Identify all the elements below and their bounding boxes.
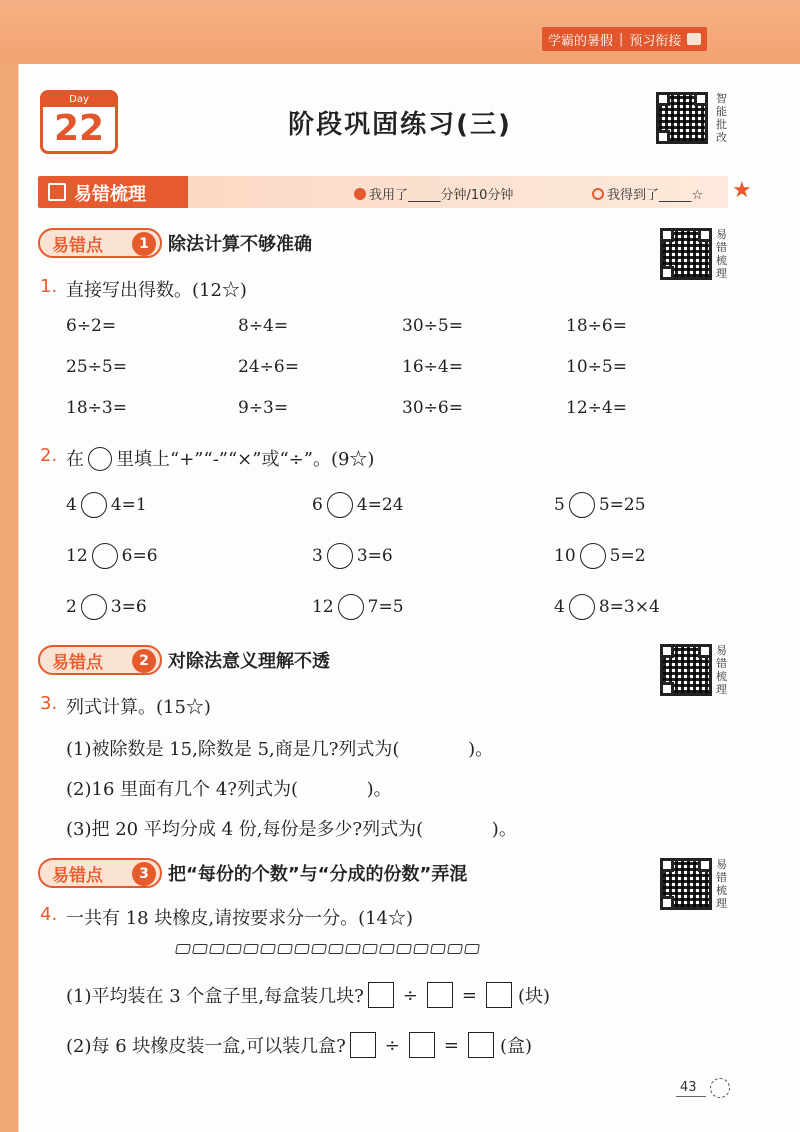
page-title: 阶段巩固练习(三) bbox=[288, 110, 512, 140]
q2-left: 10 bbox=[554, 546, 576, 566]
question-1-text: 直接写出得数。(12☆) bbox=[66, 280, 247, 301]
equals-sign: = bbox=[443, 1034, 459, 1056]
error-point-2-title: 对除法意义理解不透 bbox=[168, 651, 330, 672]
error-point-label: 易错点 bbox=[52, 866, 103, 886]
q1-item: 18÷3= bbox=[66, 398, 127, 418]
question-number: 4. bbox=[40, 904, 58, 925]
q4-item-1 bbox=[66, 982, 550, 1008]
q3-item-2: (2)16 里面有几个 4?列式为( )。 bbox=[66, 779, 392, 800]
question-number: 1. bbox=[40, 276, 58, 297]
answer-circle[interactable] bbox=[569, 594, 595, 620]
q2-right: 4=1 bbox=[110, 495, 147, 515]
q2-item bbox=[554, 594, 660, 620]
answer-circle[interactable] bbox=[327, 543, 353, 569]
day-badge bbox=[40, 90, 118, 154]
time-used-text: 我用了_____分钟/10分钟 bbox=[369, 188, 514, 203]
answer-box[interactable] bbox=[468, 1032, 494, 1058]
eraser-icon bbox=[345, 944, 361, 954]
error-point-label: 易错点 bbox=[52, 236, 103, 256]
answer-circle[interactable] bbox=[338, 594, 364, 620]
section-title: 易错梳理 bbox=[74, 184, 146, 205]
q2-item bbox=[66, 492, 147, 518]
eraser-icon bbox=[328, 944, 344, 954]
circle-icon bbox=[88, 447, 112, 471]
error-point-number: 1 bbox=[132, 232, 156, 256]
section-icon bbox=[48, 183, 66, 201]
page-number: 43 bbox=[680, 1080, 697, 1095]
q2-left: 3 bbox=[312, 546, 323, 566]
q1-item: 6÷2= bbox=[66, 316, 117, 336]
unit: (块) bbox=[517, 986, 550, 1007]
qr-label-smart: 智能批改 bbox=[716, 92, 727, 144]
q1-item: 10÷5= bbox=[566, 357, 627, 377]
answer-circle[interactable] bbox=[92, 543, 118, 569]
q2-item bbox=[312, 543, 393, 569]
q2-right: 7=5 bbox=[367, 597, 404, 617]
error-point-number: 3 bbox=[132, 862, 156, 886]
q1-item: 16÷4= bbox=[402, 357, 463, 377]
answer-circle[interactable] bbox=[327, 492, 353, 518]
q2-item bbox=[312, 492, 404, 518]
separator: | bbox=[619, 31, 624, 47]
unit: (盒) bbox=[499, 1036, 532, 1057]
q2-item bbox=[66, 543, 158, 569]
q1-item: 8÷4= bbox=[238, 316, 289, 336]
q2-left: 4 bbox=[554, 597, 565, 617]
q1-item: 9÷3= bbox=[238, 398, 289, 418]
eraser-icon bbox=[430, 944, 446, 954]
series-name: 学霸的暑假 bbox=[548, 33, 614, 49]
page-underline bbox=[676, 1096, 706, 1097]
eraser-icon bbox=[447, 944, 463, 954]
day-label: Day bbox=[43, 93, 115, 107]
score-got bbox=[592, 184, 703, 203]
check-icon bbox=[592, 188, 604, 200]
star-icon: ★ bbox=[732, 178, 752, 203]
q2-pre: 在 bbox=[66, 449, 84, 470]
q4-item-text: (2)每 6 块橡皮装一盒,可以装几盒? bbox=[66, 1036, 346, 1057]
score-text: 我得到了_____☆ bbox=[607, 188, 704, 203]
q2-item bbox=[554, 492, 646, 518]
answer-circle[interactable] bbox=[81, 594, 107, 620]
divide-sign: ÷ bbox=[384, 1034, 400, 1056]
answer-box[interactable] bbox=[486, 982, 512, 1008]
q2-left: 5 bbox=[554, 495, 565, 515]
q2-item bbox=[554, 543, 646, 569]
q2-item bbox=[66, 594, 147, 620]
answer-circle[interactable] bbox=[580, 543, 606, 569]
eraser-icon bbox=[209, 944, 225, 954]
eraser-icon bbox=[396, 944, 412, 954]
eraser-icon bbox=[243, 944, 259, 954]
qr-code-review-2[interactable] bbox=[660, 644, 712, 696]
eraser-icon bbox=[311, 944, 327, 954]
day-number: 22 bbox=[53, 108, 105, 149]
eraser-icon bbox=[192, 944, 208, 954]
q2-right: 3=6 bbox=[110, 597, 147, 617]
question-number: 3. bbox=[40, 693, 58, 714]
eraser-icon bbox=[294, 944, 310, 954]
q1-item: 25÷5= bbox=[66, 357, 127, 377]
eraser-icon bbox=[175, 944, 191, 954]
question-3-text: 列式计算。(15☆) bbox=[66, 697, 211, 718]
eraser-row bbox=[176, 944, 479, 954]
q1-item: 12÷4= bbox=[566, 398, 627, 418]
q4-item-text: (1)平均装在 3 个盒子里,每盒装几块? bbox=[66, 986, 364, 1007]
qr-code-review-3[interactable] bbox=[660, 858, 712, 910]
divide-sign: ÷ bbox=[402, 984, 418, 1006]
q1-item: 30÷5= bbox=[402, 316, 463, 336]
qr-label-review: 易错梳理 bbox=[716, 644, 727, 696]
q2-left: 2 bbox=[66, 597, 77, 617]
eraser-icon bbox=[260, 944, 276, 954]
error-point-2 bbox=[38, 645, 162, 675]
eraser-icon bbox=[464, 944, 480, 954]
q3-item-1: (1)被除数是 15,除数是 5,商是几?列式为( )。 bbox=[66, 739, 494, 760]
answer-box[interactable] bbox=[368, 982, 394, 1008]
q2-left: 12 bbox=[312, 597, 334, 617]
error-point-label: 易错点 bbox=[52, 653, 103, 673]
error-point-1 bbox=[38, 228, 162, 258]
eraser-icon bbox=[379, 944, 395, 954]
answer-box[interactable] bbox=[350, 1032, 376, 1058]
eraser-icon bbox=[362, 944, 378, 954]
answer-circle[interactable] bbox=[81, 492, 107, 518]
error-point-3 bbox=[38, 858, 162, 888]
q2-left: 6 bbox=[312, 495, 323, 515]
q2-left: 4 bbox=[66, 495, 77, 515]
section-header-bar bbox=[38, 176, 752, 208]
answer-box[interactable] bbox=[409, 1032, 435, 1058]
time-used bbox=[354, 184, 513, 203]
sun-icon bbox=[710, 1078, 730, 1098]
q4-item-2 bbox=[66, 1032, 532, 1058]
eraser-icon bbox=[413, 944, 429, 954]
q2-post: 里填上“+”“-”“×”或“÷”。(9☆) bbox=[116, 449, 375, 470]
q1-item: 18÷6= bbox=[566, 316, 627, 336]
error-point-number: 2 bbox=[132, 649, 156, 673]
question-2-text bbox=[66, 445, 374, 471]
q1-item: 30÷6= bbox=[402, 398, 463, 418]
answer-circle[interactable] bbox=[569, 492, 595, 518]
q2-left: 12 bbox=[66, 546, 88, 566]
qr-label-review: 易错梳理 bbox=[716, 858, 727, 910]
q2-item bbox=[312, 594, 404, 620]
eraser-icon bbox=[226, 944, 242, 954]
q2-right: 3=6 bbox=[356, 546, 393, 566]
book-icon bbox=[687, 33, 701, 45]
clock-icon bbox=[354, 188, 366, 200]
q2-right: 4=24 bbox=[356, 495, 404, 515]
question-number: 2. bbox=[40, 445, 58, 466]
error-point-3-title: 把“每份的个数”与“分成的份数”弄混 bbox=[168, 864, 468, 885]
qr-code-smart-grading[interactable] bbox=[656, 92, 708, 144]
eraser-icon bbox=[277, 944, 293, 954]
qr-code-review-1[interactable] bbox=[660, 228, 712, 280]
qr-label-review: 易错梳理 bbox=[716, 228, 727, 280]
series-tag bbox=[542, 27, 707, 51]
question-4-text: 一共有 18 块橡皮,请按要求分一分。(14☆) bbox=[66, 908, 414, 929]
q2-right: 8=3×4 bbox=[598, 597, 660, 617]
q1-item: 24÷6= bbox=[238, 357, 299, 377]
q3-item-3: (3)把 20 平均分成 4 份,每份是多少?列式为( )。 bbox=[66, 819, 517, 840]
series-subtitle: 预习衔接 bbox=[629, 33, 682, 49]
equals-sign: = bbox=[461, 984, 477, 1006]
error-point-1-title: 除法计算不够准确 bbox=[168, 234, 312, 255]
q2-right: 5=25 bbox=[598, 495, 646, 515]
q2-right: 5=2 bbox=[609, 546, 646, 566]
answer-box[interactable] bbox=[427, 982, 453, 1008]
q2-right: 6=6 bbox=[121, 546, 158, 566]
